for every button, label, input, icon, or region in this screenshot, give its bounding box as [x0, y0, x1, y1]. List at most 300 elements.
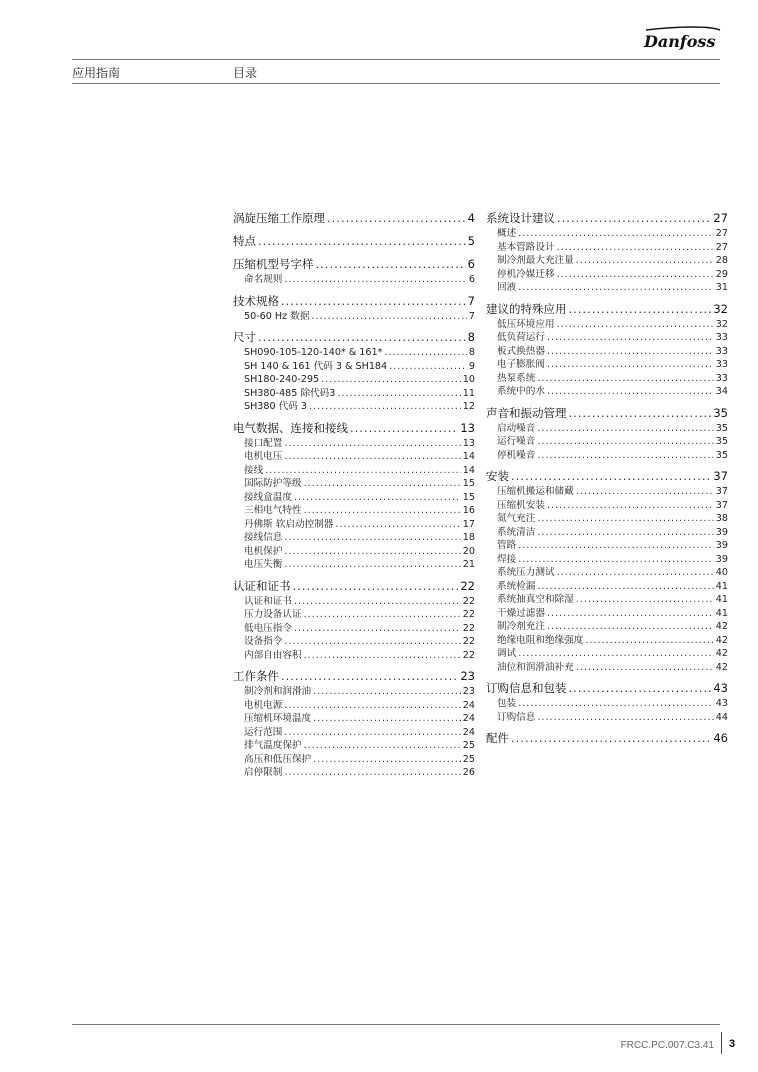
toc-entry-page: 23	[460, 669, 475, 683]
toc-subentry-page: 35	[715, 436, 728, 447]
toc-leader-dots	[284, 558, 460, 572]
toc-subentry-title: 订购信息	[497, 711, 536, 723]
toc-entry-page: 46	[713, 731, 728, 745]
toc-subentry[interactable]	[486, 593, 728, 607]
header-bottom-rule	[72, 83, 720, 84]
toc-subentry-page: 39	[715, 540, 728, 551]
toc-subentry[interactable]	[486, 512, 728, 526]
toc-entry-page: 13	[460, 420, 475, 435]
toc-leader-dots	[518, 647, 714, 661]
toc-entry[interactable]	[486, 300, 728, 318]
toc-leader-dots	[313, 712, 461, 726]
footer-separator	[721, 1032, 722, 1054]
toc-subentry-title: 启停限制	[244, 767, 283, 778]
toc-subentry-title: 制冷剂和润滑油	[244, 686, 312, 697]
toc-leader-dots	[384, 346, 466, 360]
toc-subentry-page: 39	[715, 526, 728, 538]
toc-subentry-page: 35	[715, 449, 728, 461]
toc-leader-dots	[547, 499, 714, 513]
toc-subentry[interactable]	[486, 607, 728, 621]
toc-subentry[interactable]	[233, 373, 475, 387]
toc-subentry[interactable]	[233, 450, 475, 464]
toc-leader-dots	[557, 268, 714, 282]
toc-subentry-title: 压缩机安装	[497, 499, 545, 511]
toc-subentry-page: 12	[462, 401, 475, 412]
toc-entry-page: 43	[713, 681, 728, 695]
toc-subentry[interactable]	[486, 566, 728, 580]
toc-subentry[interactable]	[233, 685, 475, 699]
toc-subentry-page: 15	[462, 491, 475, 503]
toc-leader-dots	[304, 739, 461, 753]
toc-subentry[interactable]	[233, 310, 475, 324]
toc-subentry-title: 三相电气特性	[244, 505, 302, 516]
toc-entry-page: 32	[713, 301, 728, 316]
toc-entry-title: 系统设计建议	[486, 211, 555, 225]
toc-leader-dots	[557, 209, 711, 227]
toc-subentry[interactable]	[486, 647, 728, 661]
toc-subentry[interactable]	[233, 464, 475, 478]
toc-subentry-page: 44	[715, 711, 728, 723]
toc-entry-title: 配件	[486, 731, 509, 745]
toc-subentry-page: 7	[468, 310, 475, 322]
toc-section	[233, 232, 475, 250]
toc-entry[interactable]	[233, 328, 475, 346]
toc-subentry[interactable]	[486, 697, 728, 711]
toc-leader-dots	[537, 435, 713, 449]
toc-entry-title: 声音和振动管理	[486, 405, 567, 420]
toc-subentry-page: 26	[462, 767, 475, 778]
toc-section	[233, 255, 475, 287]
toc-subentry[interactable]	[486, 580, 728, 594]
toc-subentry-page: 38	[715, 513, 728, 524]
toc-leader-dots	[547, 331, 714, 345]
toc-leader-dots	[311, 310, 466, 324]
toc-subentry[interactable]	[233, 273, 475, 287]
toc-subentry-page: 22	[462, 636, 475, 647]
logo-wordmark: Danfoss	[644, 32, 716, 51]
toc-entry[interactable]	[233, 209, 475, 227]
toc-leader-dots	[321, 373, 461, 387]
toc-subentry[interactable]	[233, 649, 475, 663]
toc-subentry-page: 42	[715, 634, 728, 646]
toc-subentry-page: 24	[462, 699, 475, 711]
toc-subentry-title: 系统压力测试	[497, 567, 555, 578]
toc-entry[interactable]	[233, 667, 475, 685]
toc-subentry-page: 24	[462, 726, 475, 738]
toc-subentry-title: 低压环境应用	[497, 318, 555, 330]
toc-subentry[interactable]	[486, 553, 728, 567]
toc-subentry-title: 系统中的水	[497, 386, 545, 397]
toc-leader-dots	[284, 635, 460, 649]
toc-subentry[interactable]	[486, 254, 728, 268]
toc-leader-dots	[537, 711, 713, 725]
toc-subentry-page: 41	[715, 607, 728, 619]
toc-subentry-page: 32	[715, 318, 728, 330]
toc-subentry[interactable]	[233, 491, 475, 505]
toc-entry-page: 27	[713, 211, 728, 225]
toc-subentry-title: 电机保护	[244, 545, 283, 557]
toc-leader-dots	[557, 241, 714, 255]
toc-leader-dots	[547, 607, 714, 621]
toc-subentry-page: 25	[462, 753, 475, 765]
toc-leader-dots	[350, 419, 458, 437]
toc-subentry[interactable]	[486, 499, 728, 513]
toc-subentry-page: 37	[715, 486, 728, 497]
toc-subentry[interactable]	[233, 699, 475, 713]
toc-subentry[interactable]	[233, 360, 475, 374]
toc-subentry-title: 管路	[497, 540, 517, 551]
toc-subentry[interactable]	[486, 539, 728, 553]
toc-section	[486, 729, 728, 747]
toc-entry-title: 认证和证书	[233, 578, 291, 593]
toc-subentry[interactable]	[486, 331, 728, 345]
toc-section	[233, 667, 475, 780]
toc-subentry[interactable]	[486, 485, 728, 499]
toc-subentry[interactable]	[233, 726, 475, 740]
toc-column-right	[486, 209, 728, 752]
toc-leader-dots	[309, 400, 461, 414]
toc-subentry-page: 42	[715, 661, 728, 673]
toc-subentry-title: 接线盒温度	[244, 491, 292, 503]
toc-entry-title: 特点	[233, 234, 256, 248]
toc-entry-title: 订购信息和包装	[486, 681, 567, 695]
toc-section	[233, 292, 475, 324]
toc-subentry-title: 干燥过滤器	[497, 607, 545, 619]
toc-entry[interactable]	[233, 255, 475, 273]
toc-entry-page: 5	[467, 234, 475, 248]
toc-leader-dots	[304, 608, 461, 622]
toc-column-left	[233, 209, 475, 785]
toc-leader-dots	[316, 255, 466, 273]
toc-leader-dots	[537, 422, 713, 436]
toc-leader-dots	[537, 526, 713, 540]
toc-subentry-title: 接口配置	[244, 437, 283, 449]
toc-subentry-title: 停机冷媒迁移	[497, 268, 555, 280]
toc-leader-dots	[281, 292, 466, 310]
toc-section	[486, 209, 728, 295]
toc-subentry-title: 概述	[497, 228, 517, 239]
toc-leader-dots	[281, 667, 458, 685]
toc-subentry[interactable]	[233, 437, 475, 451]
toc-subentry-page: 17	[462, 518, 475, 530]
toc-leader-dots	[511, 467, 711, 485]
toc-subentry[interactable]	[486, 345, 728, 359]
toc-leader-dots	[337, 387, 460, 401]
toc-subentry-title: 绝缘电阻和绝缘强度	[497, 634, 584, 646]
toc-leader-dots	[294, 491, 461, 505]
toc-subentry-title: SH180-240-295	[244, 374, 320, 385]
toc-section	[233, 419, 475, 572]
toc-leader-dots	[569, 300, 712, 318]
header-top-rule	[72, 59, 720, 60]
toc-entry-title: 涡旋压缩工作原理	[233, 211, 325, 225]
toc-subentry-title: SH090-105-120-140* & 161*	[244, 347, 383, 358]
toc-leader-dots	[284, 450, 460, 464]
toc-subentry[interactable]	[233, 739, 475, 753]
toc-subentry-title: 调试	[497, 648, 517, 659]
danfoss-logo-icon	[640, 24, 722, 54]
toc-subentry-page: 27	[715, 241, 728, 253]
toc-subentry-title: 压缩机搬运和储藏	[497, 486, 574, 497]
toc-subentry-page: 22	[462, 609, 475, 620]
toc-subentry-title: SH380 代码 3	[244, 401, 308, 412]
toc-leader-dots	[576, 661, 714, 675]
toc-subentry-page: 37	[715, 499, 728, 511]
toc-subentry-title: 回液	[497, 282, 517, 293]
toc-subentry-page: 29	[715, 268, 728, 280]
toc-entry-title: 压缩机型号字样	[233, 257, 314, 271]
section-title: 目录	[233, 66, 258, 80]
toc-subentry-title: 电机电压	[244, 451, 283, 462]
toc-subentry[interactable]	[486, 634, 728, 648]
toc-leader-dots	[293, 577, 459, 595]
toc-entry[interactable]	[233, 232, 475, 250]
toc-subentry[interactable]	[233, 400, 475, 414]
toc-leader-dots	[335, 518, 460, 532]
toc-leader-dots	[304, 477, 461, 491]
toc-subentry[interactable]	[233, 608, 475, 622]
toc-entry-title: 尺寸	[233, 330, 256, 344]
toc-subentry-title: 电机电源	[244, 699, 283, 711]
toc-subentry-page: 21	[462, 559, 475, 570]
toc-leader-dots	[284, 726, 460, 740]
toc-leader-dots	[313, 753, 461, 767]
toc-subentry-title: 包装	[497, 698, 517, 709]
toc-subentry-title: 设备指令	[244, 636, 283, 647]
toc-subentry-title: 国际防护等级	[244, 478, 302, 489]
toc-leader-dots	[284, 273, 467, 287]
toc-leader-dots	[569, 404, 712, 422]
toc-subentry[interactable]	[486, 435, 728, 449]
toc-subentry[interactable]	[233, 635, 475, 649]
toc-subentry-page: 43	[715, 698, 728, 709]
toc-subentry-page: 15	[462, 478, 475, 489]
toc-subentry-page: 33	[715, 359, 728, 370]
toc-leader-dots	[547, 345, 714, 359]
toc-subentry-page: 8	[468, 347, 475, 358]
toc-subentry-page: 27	[715, 228, 728, 239]
toc-subentry[interactable]	[233, 712, 475, 726]
toc-subentry[interactable]	[486, 241, 728, 255]
toc-leader-dots	[304, 504, 461, 518]
toc-subentry-title: 基本管路设计	[497, 241, 555, 253]
toc-subentry-title: 高压和低压保护	[244, 753, 312, 765]
toc-leader-dots	[557, 566, 714, 580]
toc-entry[interactable]	[486, 209, 728, 227]
toc-leader-dots	[284, 437, 460, 451]
document-type-label: 应用指南	[72, 66, 121, 80]
page-number: 3	[729, 1038, 736, 1050]
toc-subentry[interactable]	[233, 622, 475, 636]
toc-subentry-title: 低负荷运行	[497, 332, 545, 343]
toc-subentry-page: 22	[462, 622, 475, 634]
toc-subentry-page: 34	[715, 386, 728, 397]
toc-leader-dots	[547, 358, 714, 372]
toc-leader-dots	[518, 697, 714, 711]
toc-leader-dots	[284, 699, 460, 713]
toc-subentry-title: 压力设备认证	[244, 609, 302, 620]
toc-subentry[interactable]	[486, 711, 728, 725]
toc-subentry-title: 低电压指令	[244, 622, 292, 634]
toc-subentry-title: 认证和证书	[244, 595, 292, 607]
toc-subentry-page: 22	[462, 649, 475, 661]
toc-leader-dots	[537, 449, 713, 463]
toc-subentry[interactable]	[486, 526, 728, 540]
toc-section	[486, 300, 728, 399]
toc-entry[interactable]	[233, 577, 475, 595]
toc-subentry[interactable]	[233, 531, 475, 545]
toc-section	[486, 679, 728, 724]
toc-subentry-page: 42	[715, 621, 728, 632]
toc-leader-dots	[537, 372, 713, 386]
toc-entry-title: 安装	[486, 469, 509, 483]
toc-subentry-title: 焊接	[497, 553, 517, 565]
toc-leader-dots	[547, 620, 714, 634]
toc-subentry-title: 接线	[244, 464, 264, 476]
toc-subentry[interactable]	[486, 372, 728, 386]
toc-subentry-page: 14	[462, 464, 475, 476]
toc-leader-dots	[576, 254, 714, 268]
toc-entry[interactable]	[233, 292, 475, 310]
toc-leader-dots	[258, 232, 466, 250]
toc-section	[486, 467, 728, 674]
toc-subentry-page: 23	[462, 686, 475, 697]
toc-subentry-title: 50-60 Hz 数据	[244, 310, 310, 322]
toc-subentry[interactable]	[486, 358, 728, 372]
document-code: FRCC.PC.007.C3.41	[620, 1040, 714, 1051]
toc-subentry-page: 41	[715, 594, 728, 605]
toc-entry-title: 电气数据、连接和接线	[233, 420, 348, 435]
toc-entry[interactable]	[486, 404, 728, 422]
footer-rule	[72, 1024, 720, 1025]
toc-subentry[interactable]	[233, 595, 475, 609]
toc-subentry[interactable]	[486, 620, 728, 634]
toc-leader-dots	[294, 595, 461, 609]
toc-subentry-title: 电压失衡	[244, 559, 283, 570]
toc-subentry-page: 10	[462, 374, 475, 385]
toc-subentry-page: 40	[715, 567, 728, 578]
toc-leader-dots	[284, 531, 460, 545]
toc-subentry[interactable]	[486, 449, 728, 463]
toc-subentry-title: 电子膨胀阀	[497, 359, 545, 370]
toc-subentry-title: 排气温度保护	[244, 740, 302, 751]
toc-subentry-title: 油位和润滑油补充	[497, 661, 574, 673]
toc-subentry-title: 运行范围	[244, 726, 283, 738]
toc-subentry[interactable]	[486, 385, 728, 399]
toc-leader-dots	[265, 464, 461, 478]
toc-subentry[interactable]	[233, 518, 475, 532]
toc-subentry-page: 42	[715, 648, 728, 659]
toc-leader-dots	[518, 281, 714, 295]
toc-leader-dots	[547, 385, 714, 399]
toc-entry-title: 建议的特殊应用	[486, 301, 567, 316]
toc-subentry[interactable]	[233, 387, 475, 401]
toc-subentry-title: 氮气充注	[497, 513, 536, 524]
toc-leader-dots	[557, 318, 714, 332]
toc-subentry-title: 系统清洁	[497, 526, 536, 538]
toc-leader-dots	[258, 328, 466, 346]
toc-subentry[interactable]	[486, 227, 728, 241]
toc-entry[interactable]	[486, 467, 728, 485]
toc-subentry[interactable]	[233, 504, 475, 518]
toc-subentry[interactable]	[233, 558, 475, 572]
toc-entry[interactable]	[486, 679, 728, 697]
toc-leader-dots	[576, 593, 714, 607]
toc-subentry[interactable]	[233, 753, 475, 767]
toc-subentry-page: 39	[715, 553, 728, 565]
toc-subentry-title: SH 140 & 161 代码 3 & SH184	[244, 360, 388, 372]
toc-section	[233, 328, 475, 414]
toc-subentry-title: 系统检漏	[497, 580, 536, 592]
toc-entry[interactable]	[486, 729, 728, 747]
toc-subentry-title: 热泵系统	[497, 372, 536, 384]
toc-leader-dots	[537, 512, 713, 526]
toc-leader-dots	[304, 649, 461, 663]
toc-subentry-page: 33	[715, 332, 728, 343]
toc-subentry[interactable]	[233, 346, 475, 360]
toc-subentry-title: 命名规则	[244, 274, 283, 285]
toc-subentry-page: 6	[468, 274, 475, 285]
toc-leader-dots	[518, 539, 714, 553]
toc-leader-dots	[576, 485, 714, 499]
toc-subentry[interactable]	[486, 318, 728, 332]
toc-subentry-title: 启动噪音	[497, 422, 536, 434]
toc-entry-page: 37	[713, 469, 728, 483]
toc-section	[233, 209, 475, 227]
toc-section	[486, 404, 728, 463]
toc-subentry-title: 运行噪音	[497, 436, 536, 447]
toc-subentry-title: 停机噪音	[497, 449, 536, 461]
toc-leader-dots	[294, 622, 461, 636]
toc-leader-dots	[284, 545, 460, 559]
toc-leader-dots	[313, 685, 461, 699]
toc-subentry[interactable]	[486, 281, 728, 295]
toc-leader-dots	[585, 634, 713, 648]
toc-subentry[interactable]	[233, 545, 475, 559]
toc-leader-dots	[389, 360, 467, 374]
toc-subentry-page: 33	[715, 372, 728, 384]
toc-entry-page: 35	[713, 405, 728, 420]
toc-subentry-title: 内部自由容积	[244, 649, 302, 661]
toc-leader-dots	[537, 580, 713, 594]
toc-subentry-page: 20	[462, 545, 475, 557]
toc-subentry-page: 25	[462, 740, 475, 751]
toc-subentry-page: 35	[715, 422, 728, 434]
toc-subentry-title: SH380-485 除代码3	[244, 387, 336, 399]
toc-entry-page: 4	[467, 211, 475, 225]
toc-subentry[interactable]	[486, 422, 728, 436]
toc-entry-title: 工作条件	[233, 669, 279, 683]
toc-subentry-page: 14	[462, 451, 475, 462]
toc-subentry-title: 压缩机环境温度	[244, 713, 312, 724]
toc-subentry-page: 13	[462, 437, 475, 449]
toc-subentry[interactable]	[486, 268, 728, 282]
toc-subentry[interactable]	[233, 477, 475, 491]
toc-subentry[interactable]	[486, 661, 728, 675]
toc-subentry[interactable]	[233, 766, 475, 780]
toc-leader-dots	[518, 227, 714, 241]
toc-subentry-page: 24	[462, 713, 475, 724]
toc-leader-dots	[518, 553, 714, 567]
toc-subentry-page: 28	[715, 255, 728, 266]
toc-subentry-title: 板式换热器	[497, 345, 545, 357]
toc-subentry-title: 接线信息	[244, 532, 283, 543]
toc-leader-dots	[284, 766, 460, 780]
toc-subentry-page: 31	[715, 282, 728, 293]
toc-entry[interactable]	[233, 419, 475, 437]
toc-entry-page: 6	[467, 257, 475, 271]
toc-leader-dots	[569, 679, 712, 697]
